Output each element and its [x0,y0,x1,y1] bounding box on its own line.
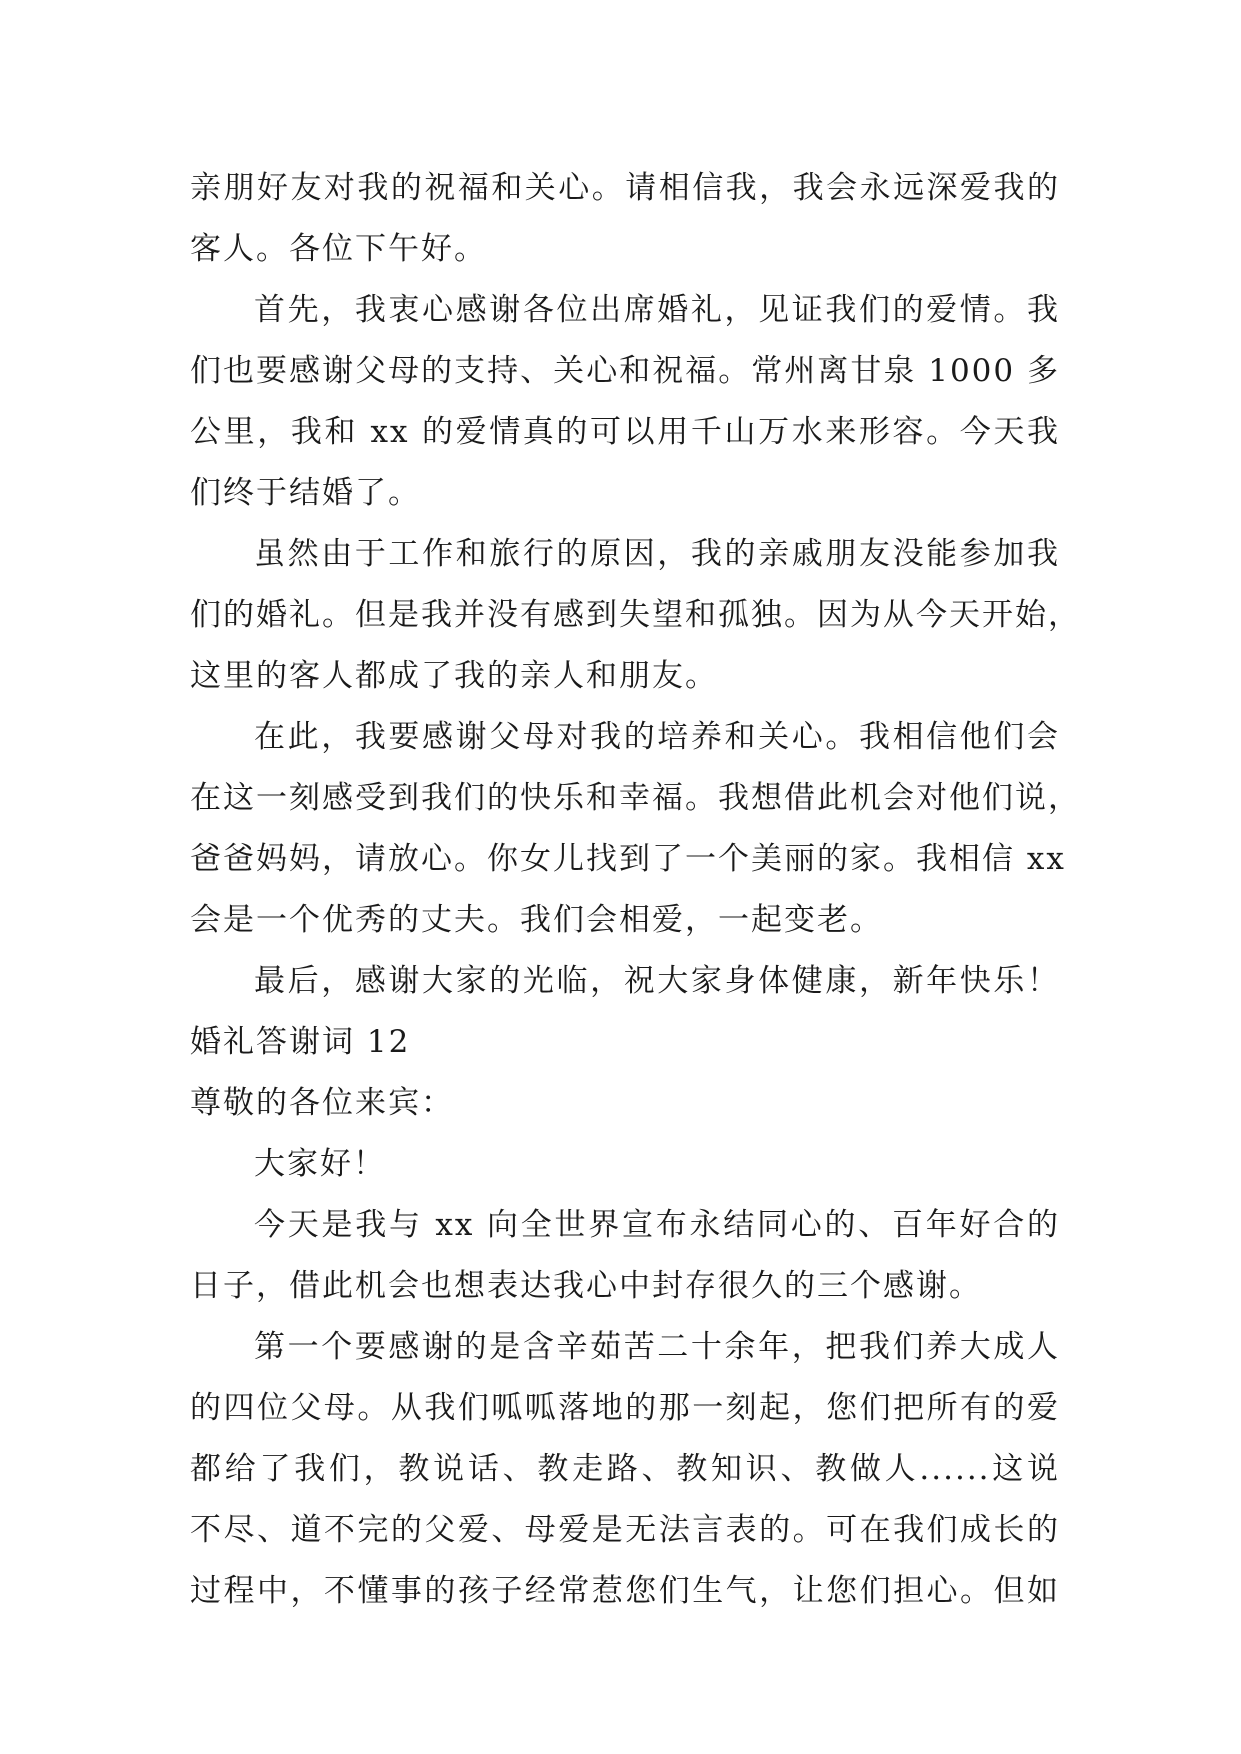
paragraph-first-line: 第一个要感谢的是含辛茹苦二十余年，把我们养大成人 [254,1329,1060,1365]
document-body [190,158,1081,1622]
paragraph-first-line: 最后，感谢大家的光临，祝大家身体健康，新年快乐！ [254,963,1060,999]
paragraph-first-line: 在此，我要感谢父母对我的培养和关心。我相信他们会 [254,719,1060,755]
text-line: 不尽、道不完的父爱、母爱是无法言表的。可在我们成长的 [190,1512,1060,1548]
paragraph-first-line: 首先，我衷心感谢各位出席婚礼，见证我们的爱情。我 [254,292,1060,328]
text-line: 过程中，不懂事的孩子经常惹您们生气，让您们担心。但如 [190,1573,1060,1609]
text-line: 客人。各位下午好。 [190,231,487,267]
text-line: 们终于结婚了。 [190,475,421,511]
greeting: 大家好！ [254,1146,386,1182]
text-line: 这里的客人都成了我的亲人和朋友。 [190,658,718,694]
text-line: 的四位父母。从我们呱呱落地的那一刻起，您们把所有的爱 [190,1390,1060,1426]
section-heading: 婚礼答谢词 12 [190,1024,411,1060]
paragraph-first-line: 虽然由于工作和旅行的原因，我的亲戚朋友没能参加我 [254,536,1060,572]
paragraph-first-line: 今天是我与 xx 向全世界宣布永结同心的、百年好合的 [254,1207,1060,1243]
text-line: 爸爸妈妈，请放心。你女儿找到了一个美丽的家。我相信 xx [190,841,1066,877]
text-line: 会是一个优秀的丈夫。我们会相爱，一起变老。 [190,902,883,938]
text-line: 都给了我们，教说话、教走路、教知识、教做人......这说 [190,1451,1060,1487]
text-line: 们的婚礼。但是我并没有感到失望和孤独。因为从今天开始， [190,597,1081,633]
text-line: 在这一刻感受到我们的快乐和幸福。我想借此机会对他们说， [190,780,1081,816]
text-line: 公里，我和 xx 的爱情真的可以用千山万水来形容。今天我 [190,414,1060,450]
text-line: 日子，借此机会也想表达我心中封存很久的三个感谢。 [190,1268,982,1304]
salutation: 尊敬的各位来宾： [190,1085,454,1121]
text-line: 亲朋好友对我的祝福和关心。请相信我，我会永远深爱我的 [190,170,1060,206]
text-line: 们也要感谢父母的支持、关心和祝福。常州离甘泉 1000 多 [190,353,1060,389]
